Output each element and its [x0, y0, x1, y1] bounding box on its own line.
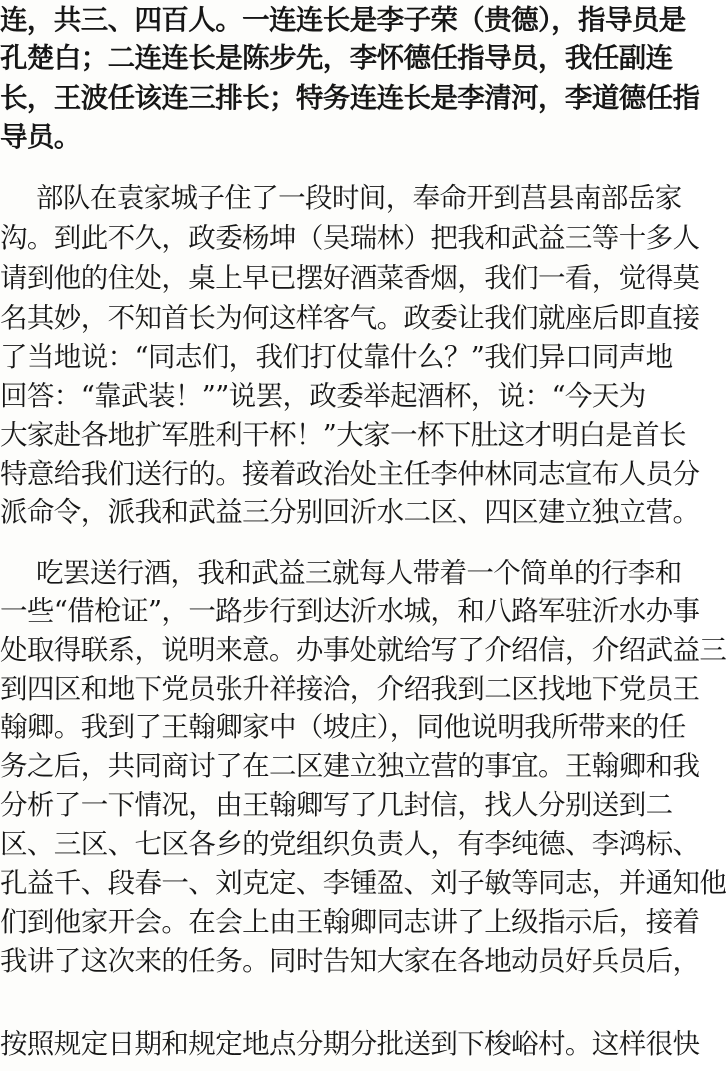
- text-line: 分析了一下情况，由王翰卿写了几封信，找人分别送到二: [0, 789, 673, 821]
- text-line: 处取得联系，说明来意。办事处就给写了介绍信，介绍武益三: [0, 634, 726, 666]
- text-line: 们到他家开会。在会上由王翰卿同志讲了上级指示后，接着: [0, 906, 700, 938]
- text-line: 连，共三、四百人。一连连长是李子荣（贵德），指导员是: [0, 4, 686, 36]
- text-line: 孔益千、段春一、刘克定、李锺盈、刘子敏等同志，并通知他: [0, 867, 726, 899]
- text-line: 区、三区、七区各乡的党组织负责人，有李纯德、李鸿标、: [0, 828, 700, 860]
- text-line: 务之后，共同商讨了在二区建立独立营的事宜。王翰卿和我: [0, 750, 700, 782]
- text-line: 按照规定日期和规定地点分期分批送到下梭峪村。这样很快: [0, 1028, 700, 1060]
- text-line: 吃罢送行酒，我和武益三就每人带着一个简单的行李和: [36, 557, 682, 589]
- text-line: 回答：“靠武装！””说罢，政委举起酒杯，说：“今天为: [0, 380, 646, 412]
- text-line: 请到他的住处，桌上早已摆好酒菜香烟，我们一看，觉得莫: [0, 262, 700, 294]
- text-line: 派命令，派我和武益三分别回沂水二区、四区建立独立营。: [0, 496, 700, 528]
- text-line: 了当地说：“同志们，我们打仗靠什么？”我们异口同声地: [0, 341, 673, 373]
- text-line: 一些“借枪证”，一路步行到达沂水城，和八路军驻沂水办事: [0, 595, 700, 627]
- text-line: 翰卿。我到了王翰卿家中（坡庄），同他说明我所带来的任: [0, 711, 686, 743]
- text-line: 特意给我们送行的。接着政治处主任李仲林同志宣布人员分: [0, 458, 700, 490]
- text-line: 名其妙，不知首长为何这样客气。政委让我们就座后即直接: [0, 302, 700, 334]
- text-line: 长，王波任该连三排长；特务连连长是李清河，李道德任指: [0, 82, 700, 114]
- text-line: 导员。: [0, 121, 81, 153]
- text-line: 部队在袁家城子住了一段时间，奉命开到莒县南部岳家: [36, 182, 682, 214]
- text-line: 沟。到此不久，政委杨坤（吴瑞林）把我和武益三等十多人: [0, 222, 700, 254]
- text-line: 到四区和地下党员张升祥接洽，介绍我到二区找地下党员王: [0, 673, 700, 705]
- text-line: 大家赴各地扩军胜利干杯！”大家一杯下肚这才明白是首长: [0, 419, 686, 451]
- text-line: 我讲了这次来的任务。同时告知大家在各地动员好兵员后，: [0, 945, 700, 977]
- text-line: 孔楚白；二连连长是陈步先，李怀德任指导员，我任副连: [0, 42, 673, 74]
